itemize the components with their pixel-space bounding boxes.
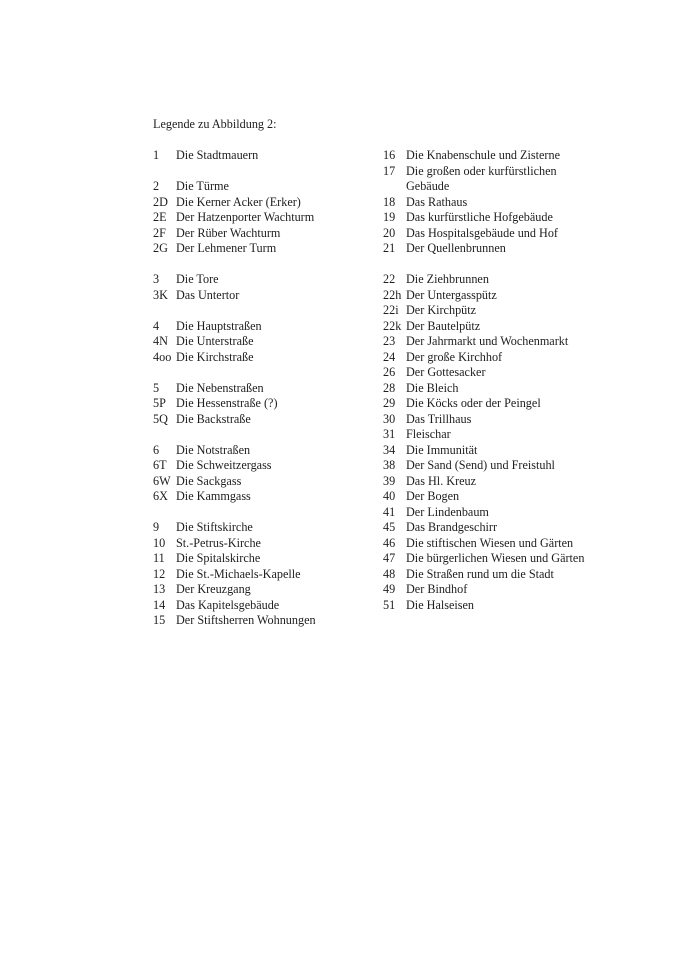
legend-entry <box>153 567 368 583</box>
legend-entry <box>383 443 683 459</box>
legend-entry-number: 2G <box>153 241 168 255</box>
legend-entry-text: St.-Petrus-Kirche <box>176 535 261 550</box>
legend-entry-number: 39 <box>383 473 396 488</box>
legend-entry-text: Das Untertor <box>176 287 240 302</box>
legend-entry-number: 6W <box>153 473 171 488</box>
legend-entry-text: Die Backstraße <box>176 411 251 426</box>
legend-entry-text: Die Stadtmauern <box>176 148 259 162</box>
legend-entry-text: Die Stiftskirche <box>176 520 253 534</box>
legend-entry-text: Der Bautelpütz <box>406 318 481 333</box>
legend-entry-text: Der Quellenbrunnen <box>406 241 506 255</box>
legend-entry-number: 3 <box>153 272 160 286</box>
legend-entry <box>383 303 683 319</box>
legend-entry-text: Die Kammgass <box>176 489 251 503</box>
legend-entry-text: Der Kreuzgang <box>176 582 251 596</box>
legend-entry-number: 19 <box>383 210 396 224</box>
legend-entry-text: Die Spitalskirche <box>176 551 261 565</box>
legend-entry <box>153 582 368 598</box>
legend-entry-text: Die Schweitzergass <box>176 458 272 472</box>
legend-entry-text: Die St.-Michaels-Kapelle <box>176 566 301 581</box>
legend-entry-text: Der Sand (Send) und Freistuhl <box>406 458 555 472</box>
legend-entry-number: 22k <box>383 318 402 333</box>
legend-entry-number: 5 <box>153 380 160 395</box>
legend-entry-text: Der Lindenbaum <box>406 504 489 519</box>
legend-entry-number: 16 <box>383 148 396 162</box>
legend-entry-number: 46 <box>383 535 396 550</box>
legend-entry-number: 6X <box>153 489 168 503</box>
legend-entry-number: 6 <box>153 442 160 457</box>
legend-entry-number: 30 <box>383 411 396 426</box>
legend-entry <box>383 396 683 412</box>
legend-entry <box>153 319 368 335</box>
legend-entry <box>153 489 368 505</box>
legend-entry-text: Die Hessenstraße (?) <box>176 396 278 410</box>
legend-entry <box>153 443 368 459</box>
legend-entry-number: 6T <box>153 458 167 472</box>
legend-entry <box>153 288 368 304</box>
legend-entry <box>383 551 683 567</box>
legend-entry-text: Der Lehmener Turm <box>176 241 277 255</box>
legend-entry-number: 15 <box>153 613 166 627</box>
legend-entry-text: Die Sackgass <box>176 473 242 488</box>
legend-entry <box>383 195 683 211</box>
legend-entry <box>383 288 683 304</box>
legend-entry <box>383 458 683 474</box>
legend-entry-number: 45 <box>383 520 396 534</box>
legend-entry-number: 14 <box>153 597 166 612</box>
legend-entry-text: Die Unterstraße <box>176 334 254 348</box>
legend-entry <box>153 613 368 629</box>
legend-entry-text: Die Türme <box>176 179 229 193</box>
legend-entry <box>153 350 368 366</box>
legend-entry <box>153 598 368 614</box>
legend-entry <box>153 396 368 412</box>
legend-entry-number: 4N <box>153 334 168 348</box>
legend-entry-number: 24 <box>383 349 396 364</box>
legend-entry-number: 22 <box>383 272 396 286</box>
legend-entry-number: 21 <box>383 241 396 255</box>
legend-entry-text: Das Kapitelsgebäude <box>176 597 280 612</box>
legend-entry <box>153 226 368 242</box>
legend-entry-number: 9 <box>153 520 160 534</box>
legend-entry-text: Fleischar <box>406 427 451 441</box>
legend-entry <box>383 520 683 536</box>
legend-entry-number: 12 <box>153 566 166 581</box>
legend-entry <box>383 272 683 288</box>
legend-entry-number: 28 <box>383 380 396 395</box>
legend-entry-number: 18 <box>383 194 396 209</box>
legend-entry <box>153 474 368 490</box>
legend-entry-text: Das Trillhaus <box>406 411 472 426</box>
legend-entry <box>383 226 683 242</box>
legend-entry <box>153 412 368 428</box>
legend-entry <box>383 334 683 350</box>
legend-entry-number: 20 <box>383 225 396 240</box>
legend-entry <box>153 334 368 350</box>
legend-entry-text: Die Bleich <box>406 380 459 395</box>
legend-entry-number: 3K <box>153 287 168 302</box>
legend-entry-text: Das kurfürstliche Hofgebäude <box>406 210 553 224</box>
legend-entry-text: Der Bindhof <box>406 582 468 596</box>
legend-entry-number: 2D <box>153 194 168 209</box>
legend-right-column <box>383 148 683 613</box>
legend-entry-text: Die Notstraßen <box>176 442 251 457</box>
legend-entry <box>153 210 368 226</box>
legend-entry <box>383 365 683 381</box>
legend-entry-text: Der Bogen <box>406 489 460 503</box>
legend-entry-text: Die Straßen rund um die Stadt <box>406 566 554 581</box>
legend-entry-text: Die Immunität <box>406 442 478 457</box>
legend-entry-text: Die Halseisen <box>406 597 475 612</box>
legend-entry-number: 48 <box>383 566 396 581</box>
legend-entry-text: Der Hatzenporter Wachturm <box>176 210 315 224</box>
legend-entry-text: Der Untergasspütz <box>406 287 497 302</box>
legend-entry <box>153 381 368 397</box>
legend-entry-number: 51 <box>383 597 396 612</box>
legend-entry <box>383 505 683 521</box>
legend-entry-number: 1 <box>153 148 160 162</box>
legend-entry <box>383 148 683 164</box>
legend-entry <box>383 210 683 226</box>
legend-entry <box>153 179 368 195</box>
legend-entry <box>383 412 683 428</box>
legend-entry-text: Die Kerner Acker (Erker) <box>176 194 301 209</box>
legend-entry-text: Der Rüber Wachturm <box>176 225 281 240</box>
legend-entry-number: 11 <box>153 551 165 565</box>
legend-entry-text: Die Knabenschule und Zisterne <box>406 148 560 162</box>
legend-entry <box>153 536 368 552</box>
legend-entry-text: Der Gottesacker <box>406 365 486 379</box>
legend-entry-number: 38 <box>383 458 396 472</box>
legend-entry-text: Die Hauptstraßen <box>176 318 262 333</box>
legend-entry-text: Die Köcks oder der Peingel <box>406 396 541 410</box>
legend-entry-text: Die Tore <box>176 272 219 286</box>
legend-entry-text: Das Rathaus <box>406 194 468 209</box>
legend-entry-number: 40 <box>383 489 396 503</box>
legend-entry <box>383 582 683 598</box>
legend-entry-text: Die Ziehbrunnen <box>406 272 489 286</box>
legend-entry-number: 22h <box>383 287 402 302</box>
legend-entry-number: 17 <box>383 163 396 178</box>
legend-entry-number: 2E <box>153 210 167 224</box>
legend-entry-number: 22i <box>383 303 399 317</box>
legend-entry-number: 49 <box>383 582 396 596</box>
legend-entry-text: Die stiftischen Wiesen und Gärten <box>406 535 574 550</box>
legend-entry-number: 13 <box>153 582 166 596</box>
legend-title: Legende zu Abbildung 2: <box>153 117 277 131</box>
legend-left-column <box>153 148 368 629</box>
legend-entry-text: Die Nebenstraßen <box>176 380 264 395</box>
legend-entry <box>383 489 683 505</box>
legend-entry-number: 4oo <box>153 349 172 364</box>
legend-entry <box>153 458 368 474</box>
legend-entry-text: Das Hl. Kreuz <box>406 473 477 488</box>
legend-entry-text: Der Kirchpütz <box>406 303 477 317</box>
legend-entry <box>383 350 683 366</box>
legend-entry <box>153 241 368 257</box>
legend-entry <box>153 148 368 164</box>
legend-entry-number: 10 <box>153 535 166 550</box>
legend-entry <box>153 551 368 567</box>
legend-entry-number: 26 <box>383 365 396 379</box>
legend-entry-text: Der große Kirchhof <box>406 349 503 364</box>
legend-entry-number: 5P <box>153 396 166 410</box>
legend-entry-text: Die großen oder kurfürstlichen Gebäude <box>406 163 557 193</box>
legend-entry <box>383 474 683 490</box>
legend-entry-number: 2 <box>153 179 160 193</box>
legend-entry-text: Die bürgerlichen Wiesen und Gärten <box>406 551 585 565</box>
legend-entry <box>383 319 683 335</box>
legend-entry <box>383 567 683 583</box>
legend-entry-text: Das Hospitalsgebäude und Hof <box>406 225 558 240</box>
legend-entry-number: 29 <box>383 396 396 410</box>
legend-entry-text: Die Kirchstraße <box>176 349 254 364</box>
legend-entry-number: 47 <box>383 551 396 565</box>
legend-entry <box>383 241 683 257</box>
legend-entry-number: 5Q <box>153 411 168 426</box>
legend-entry-text: Der Jahrmarkt und Wochenmarkt <box>406 334 569 348</box>
legend-entry-text: Das Brandgeschirr <box>406 520 498 534</box>
legend-entry-number: 4 <box>153 318 160 333</box>
legend-entry <box>383 598 683 614</box>
legend-entry <box>383 536 683 552</box>
legend-entry-number: 41 <box>383 504 396 519</box>
legend-entry <box>153 272 368 288</box>
legend-entry-number: 23 <box>383 334 396 348</box>
legend-entry-number: 34 <box>383 442 396 457</box>
legend-entry <box>383 381 683 397</box>
legend-entry <box>153 195 368 211</box>
legend-entry <box>383 427 683 443</box>
legend-entry-number: 2F <box>153 225 166 240</box>
legend-entry-text: Der Stiftsherren Wohnungen <box>176 613 316 627</box>
legend-entry-number: 31 <box>383 427 396 441</box>
legend-entry <box>383 164 683 195</box>
legend-entry <box>153 520 368 536</box>
